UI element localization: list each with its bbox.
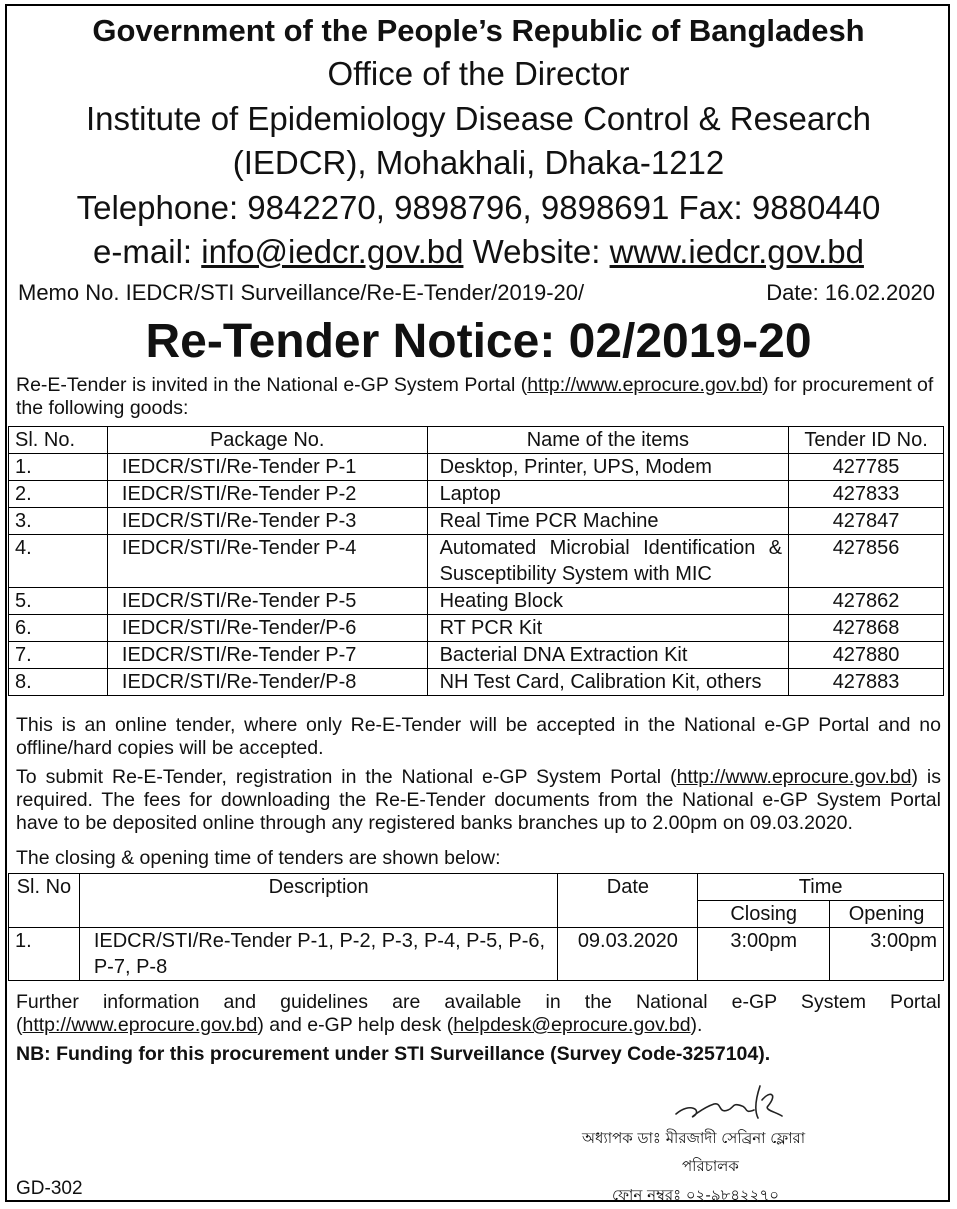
row-package: IEDCR/STI/Re-Tender P-3 (107, 508, 427, 535)
row-item: Automated Microbial Identification & Susceptibility System with MIC (427, 535, 789, 588)
further-text: Further information and guidelines are available in the National e-GP System Portal ( (16, 991, 941, 1036)
row-item: RT PCR Kit (427, 615, 789, 642)
table-row (9, 615, 944, 642)
website-label: Website: (463, 233, 610, 270)
intro-paragraph (16, 374, 941, 420)
header-description: Description (79, 874, 558, 928)
header-item-name: Name of the items (427, 427, 789, 454)
schedule-header-row (9, 874, 944, 901)
header-closing: Closing (698, 901, 830, 928)
row-tender-id: 427833 (789, 481, 944, 508)
table-row (9, 535, 944, 588)
row-tender-id: 427862 (789, 588, 944, 615)
memo-date: Date: 16.02.2020 (766, 280, 935, 305)
row-tender-id: 427847 (789, 508, 944, 535)
row-tender-id: 427856 (789, 535, 944, 588)
intro-text: Re-E-Tender is invited in the National e-GP System Portal ( (16, 374, 528, 396)
row-package: IEDCR/STI/Re-Tender P-7 (107, 642, 427, 669)
signatory-designation: পরিচালক (682, 1157, 739, 1175)
schedule-opening: 3:00pm (830, 928, 944, 981)
notice-title: Re-Tender Notice: 02/2019-20 (145, 315, 812, 368)
row-tender-id: 427868 (789, 615, 944, 642)
table-row (9, 642, 944, 669)
row-sl: 6. (9, 615, 108, 642)
schedule-closing: 3:00pm (698, 928, 830, 981)
intro-text-end: ) for procurement of the following goods: (16, 374, 934, 419)
header-opening: Opening (830, 901, 944, 928)
row-package: IEDCR/STI/Re-Tender/P-8 (107, 669, 427, 696)
table-row (9, 454, 944, 481)
table-row (9, 669, 944, 696)
row-tender-id: 427883 (789, 669, 944, 696)
online-note: This is an online tender, where only Re-E-Tender will be accepted in the National e-GP Portal and no offline/hard copies will be accepted. (16, 714, 941, 759)
header-date: Date (558, 874, 698, 928)
row-item: Desktop, Printer, UPS, Modem (427, 454, 789, 481)
funding-note: NB: Funding for this procurement under STI Surveillance (Survey Code-3257104). (16, 1043, 771, 1065)
registration-text-end: ) is required. The fees for downloading the Re-E-Tender documents from the National e-GP System Portal have to be deposited online through any registered banks branches up to 2.00pm on 09.03.2020. (16, 766, 941, 834)
table-row (9, 588, 944, 615)
institute-address: (IEDCR), Mohakhali, Dhaka-1212 (232, 144, 725, 181)
row-sl: 5. (9, 588, 108, 615)
schedule-table (8, 873, 944, 981)
email-link[interactable]: info@iedcr.gov.bd (201, 233, 464, 270)
row-sl: 1. (9, 454, 108, 481)
goods-table-header (9, 427, 944, 454)
further-text-middle: ) and e-GP help desk ( (257, 1014, 454, 1036)
signature-image (672, 1080, 792, 1124)
office-heading: Office of the Director (327, 55, 630, 92)
row-package: IEDCR/STI/Re-Tender P-2 (107, 481, 427, 508)
row-package: IEDCR/STI/Re-Tender P-1 (107, 454, 427, 481)
table-row (9, 481, 944, 508)
row-tender-id: 427785 (789, 454, 944, 481)
row-tender-id: 427880 (789, 642, 944, 669)
table-row (9, 508, 944, 535)
signatory-name: অধ্যাপক ডাঃ মীরজাদী সেব্রিনা ফ্লোরা (582, 1129, 806, 1147)
schedule-sl: 1. (9, 928, 80, 981)
row-item: Real Time PCR Machine (427, 508, 789, 535)
footer-code: GD-302 (16, 1178, 83, 1199)
institute-heading: Institute of Epidemiology Disease Control & Research (85, 100, 872, 137)
contact-line (0, 234, 957, 271)
further-text-end: ). (690, 1014, 703, 1036)
header-tender-id: Tender ID No. (789, 427, 944, 454)
registration-paragraph (16, 766, 941, 835)
helpdesk-email-link[interactable]: helpdesk@eprocure.gov.bd (453, 1014, 691, 1036)
row-sl: 7. (9, 642, 108, 669)
row-package: IEDCR/STI/Re-Tender P-5 (107, 588, 427, 615)
row-item: Laptop (427, 481, 789, 508)
signatory-phone: ফোন নম্বরঃ ০২-৯৮৪২২৭০ (612, 1186, 780, 1204)
closing-intro: The closing & opening time of tenders are shown below: (16, 847, 501, 869)
table-row (9, 928, 944, 981)
header-time: Time (698, 874, 944, 901)
row-sl: 8. (9, 669, 108, 696)
goods-table (8, 426, 944, 696)
further-info (16, 991, 941, 1037)
row-sl: 3. (9, 508, 108, 535)
header-sl: Sl. No (9, 874, 80, 928)
schedule-date: 09.03.2020 (558, 928, 698, 981)
row-package: IEDCR/STI/Re-Tender/P-6 (107, 615, 427, 642)
government-heading: Government of the People’s Republic of Bangladesh (92, 13, 865, 48)
telephone-line: Telephone: 9842270, 9898796, 9898691 Fax: 9880440 (76, 189, 881, 226)
memo-number: Memo No. IEDCR/STI Surveillance/Re-E-Tender/2019-20/ (18, 280, 585, 305)
header-package-no: Package No. (107, 427, 427, 454)
header-sl-no: Sl. No. (9, 427, 108, 454)
schedule-description: IEDCR/STI/Re-Tender P-1, P-2, P-3, P-4, P-5, P-6, P-7, P-8 (79, 928, 558, 981)
row-item: Heating Block (427, 588, 789, 615)
eprocure-link[interactable]: http://www.eprocure.gov.bd (676, 766, 912, 788)
registration-text: To submit Re-E-Tender, registration in the National e-GP System Portal ( (16, 766, 677, 788)
row-item: Bacterial DNA Extraction Kit (427, 642, 789, 669)
eprocure-link[interactable]: http://www.eprocure.gov.bd (22, 1014, 258, 1036)
row-package: IEDCR/STI/Re-Tender P-4 (107, 535, 427, 588)
row-item: NH Test Card, Calibration Kit, others (427, 669, 789, 696)
email-label: e-mail: (93, 233, 202, 270)
website-link[interactable]: www.iedcr.gov.bd (609, 233, 864, 270)
eprocure-link[interactable]: http://www.eprocure.gov.bd (527, 374, 763, 396)
row-sl: 2. (9, 481, 108, 508)
row-sl: 4. (9, 535, 108, 588)
